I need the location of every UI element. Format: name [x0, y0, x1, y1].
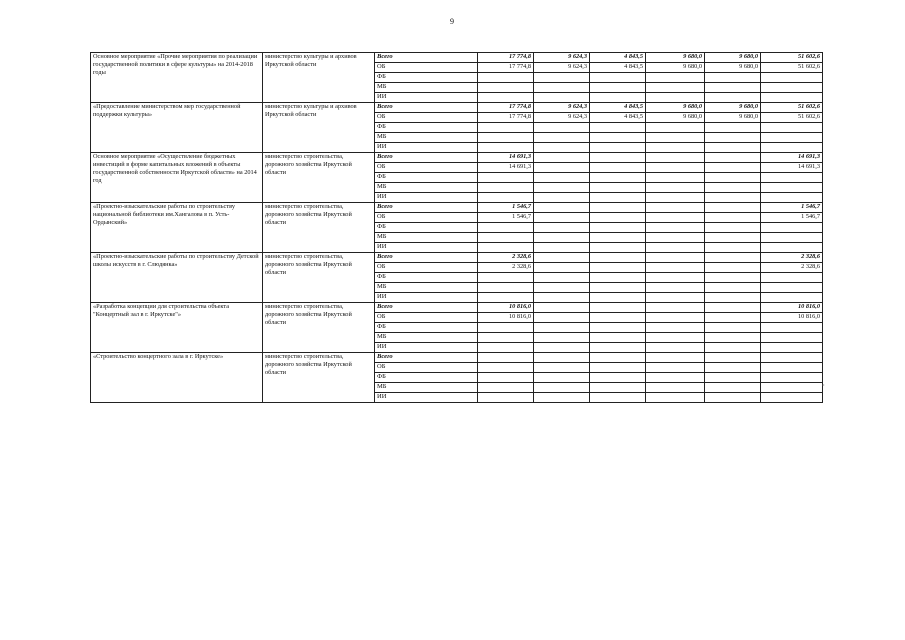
amount-cell: 9 680,0: [705, 63, 761, 73]
total-cell: [761, 233, 823, 243]
total-cell: [761, 393, 823, 403]
funding-source: ОБ: [375, 363, 478, 373]
amount-cell: [534, 373, 590, 383]
amount-cell: [646, 163, 705, 173]
funding-source: ИИ: [375, 93, 478, 103]
amount-cell: [590, 373, 646, 383]
amount-cell: [590, 213, 646, 223]
amount-cell: 14 691,3: [478, 163, 534, 173]
amount-cell: [478, 193, 534, 203]
funding-source: ФБ: [375, 373, 478, 383]
activity-name: «Предоставление министерством мер государственной поддержки культуры»: [91, 103, 263, 153]
amount-cell: [705, 313, 761, 323]
amount-cell: [705, 233, 761, 243]
total-cell: [761, 133, 823, 143]
funding-source: ФБ: [375, 123, 478, 133]
total-cell: [761, 93, 823, 103]
amount-cell: [590, 73, 646, 83]
amount-cell: [590, 253, 646, 263]
amount-cell: [590, 203, 646, 213]
amount-cell: 1 546,7: [478, 203, 534, 213]
amount-cell: [534, 343, 590, 353]
amount-cell: 14 691,3: [478, 153, 534, 163]
funding-source: МБ: [375, 383, 478, 393]
amount-cell: 2 328,6: [478, 263, 534, 273]
amount-cell: [478, 243, 534, 253]
amount-cell: [478, 323, 534, 333]
amount-cell: [705, 283, 761, 293]
amount-cell: [646, 313, 705, 323]
amount-cell: [705, 293, 761, 303]
amount-cell: [590, 293, 646, 303]
amount-cell: [478, 333, 534, 343]
amount-cell: 9 680,0: [646, 53, 705, 63]
amount-cell: [590, 83, 646, 93]
total-cell: 14 691,3: [761, 163, 823, 173]
amount-cell: [534, 93, 590, 103]
amount-cell: 1 546,7: [478, 213, 534, 223]
total-cell: [761, 343, 823, 353]
activity-name: Основное мероприятие «Осуществление бюджетных инвестиций в форме капитальных вложений в объекты государственной собственности Иркутской области» на 2014 год: [91, 153, 263, 203]
amount-cell: [534, 193, 590, 203]
amount-cell: [478, 233, 534, 243]
total-cell: [761, 333, 823, 343]
funding-source: МБ: [375, 233, 478, 243]
amount-cell: [534, 213, 590, 223]
amount-cell: [590, 383, 646, 393]
amount-cell: [705, 73, 761, 83]
funding-source: ФБ: [375, 173, 478, 183]
amount-cell: [534, 333, 590, 343]
amount-cell: [590, 153, 646, 163]
amount-cell: 4 843,5: [590, 113, 646, 123]
activity-name: «Строительство концертного зала в г. Иркутске»: [91, 353, 263, 403]
funding-source: ОБ: [375, 213, 478, 223]
amount-cell: [646, 333, 705, 343]
amount-cell: [590, 123, 646, 133]
amount-cell: [705, 343, 761, 353]
amount-cell: [705, 123, 761, 133]
total-cell: [761, 173, 823, 183]
amount-cell: 9 624,3: [534, 103, 590, 113]
amount-cell: [590, 393, 646, 403]
table-row: [91, 353, 823, 363]
funding-source: ОБ: [375, 263, 478, 273]
amount-cell: [478, 373, 534, 383]
table-row: [91, 203, 823, 213]
amount-cell: [478, 93, 534, 103]
table-row: [91, 153, 823, 163]
amount-cell: [705, 333, 761, 343]
amount-cell: [590, 133, 646, 143]
amount-cell: 9 624,3: [534, 113, 590, 123]
activity-name: «Разработка концепции для строительства объекта "Концертный зал в г. Иркутске"»: [91, 303, 263, 353]
amount-cell: 9 680,0: [705, 53, 761, 63]
amount-cell: 4 843,5: [590, 53, 646, 63]
funding-source: ИИ: [375, 393, 478, 403]
funding-source: Всего: [375, 153, 478, 163]
total-cell: [761, 223, 823, 233]
amount-cell: [534, 363, 590, 373]
amount-cell: 9 624,3: [534, 63, 590, 73]
total-cell: 2 328,6: [761, 263, 823, 273]
total-cell: [761, 123, 823, 133]
amount-cell: 9 680,0: [705, 113, 761, 123]
amount-cell: 17 774,8: [478, 63, 534, 73]
amount-cell: [646, 233, 705, 243]
amount-cell: [646, 283, 705, 293]
table-row: [91, 53, 823, 63]
amount-cell: [478, 173, 534, 183]
amount-cell: [646, 223, 705, 233]
amount-cell: [646, 83, 705, 93]
amount-cell: 9 680,0: [705, 103, 761, 113]
total-cell: 51 602,6: [761, 63, 823, 73]
table-row: [91, 303, 823, 313]
funding-source: МБ: [375, 333, 478, 343]
amount-cell: [534, 313, 590, 323]
activity-name: «Проектно-изыскательские работы по строительству национальной библиотеки им.Хангалова в п. Усть-Ордынский»: [91, 203, 263, 253]
amount-cell: [646, 353, 705, 363]
amount-cell: [705, 253, 761, 263]
amount-cell: [646, 193, 705, 203]
table-row: [91, 103, 823, 113]
amount-cell: [646, 93, 705, 103]
amount-cell: [590, 233, 646, 243]
amount-cell: [534, 323, 590, 333]
funding-source: Всего: [375, 203, 478, 213]
amount-cell: [646, 153, 705, 163]
amount-cell: [478, 133, 534, 143]
amount-cell: [646, 303, 705, 313]
amount-cell: [590, 343, 646, 353]
executor-name: министерство строительства, дорожного хозяйства Иркутской области: [263, 203, 375, 253]
funding-source: ИИ: [375, 243, 478, 253]
amount-cell: [534, 73, 590, 83]
total-cell: [761, 363, 823, 373]
amount-cell: [590, 243, 646, 253]
funding-source: МБ: [375, 183, 478, 193]
total-cell: [761, 323, 823, 333]
total-cell: [761, 73, 823, 83]
amount-cell: 9 680,0: [646, 113, 705, 123]
amount-cell: [534, 383, 590, 393]
funding-source: МБ: [375, 283, 478, 293]
amount-cell: [478, 293, 534, 303]
executor-name: министерство культуры и архивов Иркутской области: [263, 53, 375, 103]
amount-cell: [646, 383, 705, 393]
total-cell: 1 546,7: [761, 213, 823, 223]
amount-cell: [590, 163, 646, 173]
amount-cell: [646, 253, 705, 263]
budget-table: [90, 52, 823, 403]
amount-cell: [590, 183, 646, 193]
amount-cell: [534, 273, 590, 283]
executor-name: министерство строительства, дорожного хозяйства Иркутской области: [263, 253, 375, 303]
total-cell: 10 816,0: [761, 313, 823, 323]
amount-cell: [534, 243, 590, 253]
amount-cell: [478, 383, 534, 393]
amount-cell: [646, 133, 705, 143]
amount-cell: [534, 143, 590, 153]
amount-cell: [534, 123, 590, 133]
amount-cell: [705, 223, 761, 233]
funding-source: ОБ: [375, 313, 478, 323]
amount-cell: [478, 83, 534, 93]
amount-cell: 2 328,6: [478, 253, 534, 263]
amount-cell: 10 816,0: [478, 313, 534, 323]
amount-cell: [705, 393, 761, 403]
amount-cell: [705, 133, 761, 143]
amount-cell: [478, 353, 534, 363]
amount-cell: [590, 303, 646, 313]
amount-cell: [705, 383, 761, 393]
amount-cell: [590, 283, 646, 293]
amount-cell: [590, 313, 646, 323]
total-cell: [761, 83, 823, 93]
amount-cell: [705, 163, 761, 173]
amount-cell: [646, 263, 705, 273]
total-cell: [761, 373, 823, 383]
total-cell: 14 691,3: [761, 153, 823, 163]
amount-cell: [646, 243, 705, 253]
funding-source: ИИ: [375, 193, 478, 203]
total-cell: 51 602,6: [761, 103, 823, 113]
amount-cell: [705, 193, 761, 203]
funding-source: ИИ: [375, 343, 478, 353]
amount-cell: [534, 173, 590, 183]
amount-cell: 9 680,0: [646, 63, 705, 73]
funding-source: ОБ: [375, 163, 478, 173]
amount-cell: [590, 263, 646, 273]
amount-cell: [705, 303, 761, 313]
amount-cell: [705, 363, 761, 373]
funding-source: Всего: [375, 103, 478, 113]
amount-cell: [478, 143, 534, 153]
total-cell: 2 328,6: [761, 253, 823, 263]
amount-cell: [478, 183, 534, 193]
amount-cell: 9 680,0: [646, 103, 705, 113]
amount-cell: [705, 183, 761, 193]
amount-cell: [534, 83, 590, 93]
amount-cell: [646, 123, 705, 133]
amount-cell: [590, 143, 646, 153]
amount-cell: [646, 143, 705, 153]
amount-cell: [534, 353, 590, 363]
executor-name: министерство строительства, дорожного хозяйства Иркутской области: [263, 303, 375, 353]
amount-cell: [705, 153, 761, 163]
amount-cell: 4 843,5: [590, 103, 646, 113]
amount-cell: [478, 363, 534, 373]
executor-name: министерство строительства, дорожного хозяйства Иркутской области: [263, 353, 375, 403]
amount-cell: 10 816,0: [478, 303, 534, 313]
amount-cell: [705, 243, 761, 253]
amount-cell: [534, 293, 590, 303]
amount-cell: [478, 343, 534, 353]
page-number: 9: [450, 17, 454, 26]
amount-cell: [478, 73, 534, 83]
funding-source: МБ: [375, 133, 478, 143]
amount-cell: 17 774,8: [478, 53, 534, 63]
amount-cell: [705, 143, 761, 153]
amount-cell: [534, 153, 590, 163]
amount-cell: [646, 363, 705, 373]
executor-name: министерство строительства, дорожного хозяйства Иркутской области: [263, 153, 375, 203]
amount-cell: [705, 263, 761, 273]
amount-cell: 17 774,8: [478, 103, 534, 113]
funding-source: ОБ: [375, 63, 478, 73]
amount-cell: [646, 343, 705, 353]
amount-cell: [590, 173, 646, 183]
total-cell: [761, 193, 823, 203]
funding-source: Всего: [375, 303, 478, 313]
amount-cell: [590, 323, 646, 333]
amount-cell: [590, 93, 646, 103]
budget-table-body: [91, 53, 823, 403]
funding-source: ФБ: [375, 73, 478, 83]
amount-cell: [646, 273, 705, 283]
scan-mark: «: [822, 383, 825, 388]
activity-name: Основное мероприятие «Прочие мероприятия по реализации государственной политики в сфере культуры» на 2014-2018 годы: [91, 53, 263, 103]
amount-cell: [646, 373, 705, 383]
amount-cell: [478, 283, 534, 293]
total-cell: [761, 283, 823, 293]
funding-source: Всего: [375, 53, 478, 63]
amount-cell: [534, 133, 590, 143]
amount-cell: [705, 203, 761, 213]
funding-source: ИИ: [375, 143, 478, 153]
amount-cell: [646, 73, 705, 83]
amount-cell: [705, 273, 761, 283]
amount-cell: 9 624,3: [534, 53, 590, 63]
funding-source: ОБ: [375, 113, 478, 123]
amount-cell: [534, 283, 590, 293]
amount-cell: [646, 183, 705, 193]
amount-cell: 4 843,5: [590, 63, 646, 73]
funding-source: Всего: [375, 353, 478, 363]
amount-cell: [534, 253, 590, 263]
amount-cell: [646, 213, 705, 223]
amount-cell: [590, 333, 646, 343]
total-cell: [761, 183, 823, 193]
amount-cell: [705, 353, 761, 363]
amount-cell: [534, 203, 590, 213]
amount-cell: [646, 323, 705, 333]
amount-cell: [646, 173, 705, 183]
amount-cell: [646, 393, 705, 403]
total-cell: [761, 273, 823, 283]
amount-cell: [534, 223, 590, 233]
total-cell: 10 816,0: [761, 303, 823, 313]
amount-cell: [590, 223, 646, 233]
amount-cell: [534, 233, 590, 243]
amount-cell: [478, 393, 534, 403]
total-cell: [761, 243, 823, 253]
funding-source: ФБ: [375, 273, 478, 283]
total-cell: [761, 143, 823, 153]
amount-cell: [590, 273, 646, 283]
amount-cell: [705, 83, 761, 93]
amount-cell: [534, 393, 590, 403]
amount-cell: [590, 363, 646, 373]
funding-source: ФБ: [375, 223, 478, 233]
executor-name: министерство культуры и архивов Иркутской области: [263, 103, 375, 153]
total-cell: [761, 293, 823, 303]
amount-cell: [646, 203, 705, 213]
funding-source: МБ: [375, 83, 478, 93]
amount-cell: [478, 223, 534, 233]
amount-cell: [705, 323, 761, 333]
funding-source: ФБ: [375, 323, 478, 333]
amount-cell: [705, 173, 761, 183]
amount-cell: [478, 123, 534, 133]
amount-cell: [534, 303, 590, 313]
activity-name: «Проектно-изыскательские работы по строительству Детской школы искусств в г. Слюдянка»: [91, 253, 263, 303]
total-cell: [761, 383, 823, 393]
amount-cell: 17 774,8: [478, 113, 534, 123]
total-cell: 51 602,6: [761, 53, 823, 63]
funding-source: Всего: [375, 253, 478, 263]
amount-cell: [590, 353, 646, 363]
total-cell: 1 546,7: [761, 203, 823, 213]
amount-cell: [534, 163, 590, 173]
amount-cell: [478, 273, 534, 283]
amount-cell: [646, 293, 705, 303]
amount-cell: [705, 373, 761, 383]
total-cell: 51 602,6: [761, 113, 823, 123]
amount-cell: [590, 193, 646, 203]
funding-source: ИИ: [375, 293, 478, 303]
amount-cell: [705, 213, 761, 223]
amount-cell: [705, 93, 761, 103]
total-cell: [761, 353, 823, 363]
amount-cell: [534, 263, 590, 273]
table-row: [91, 253, 823, 263]
amount-cell: [534, 183, 590, 193]
